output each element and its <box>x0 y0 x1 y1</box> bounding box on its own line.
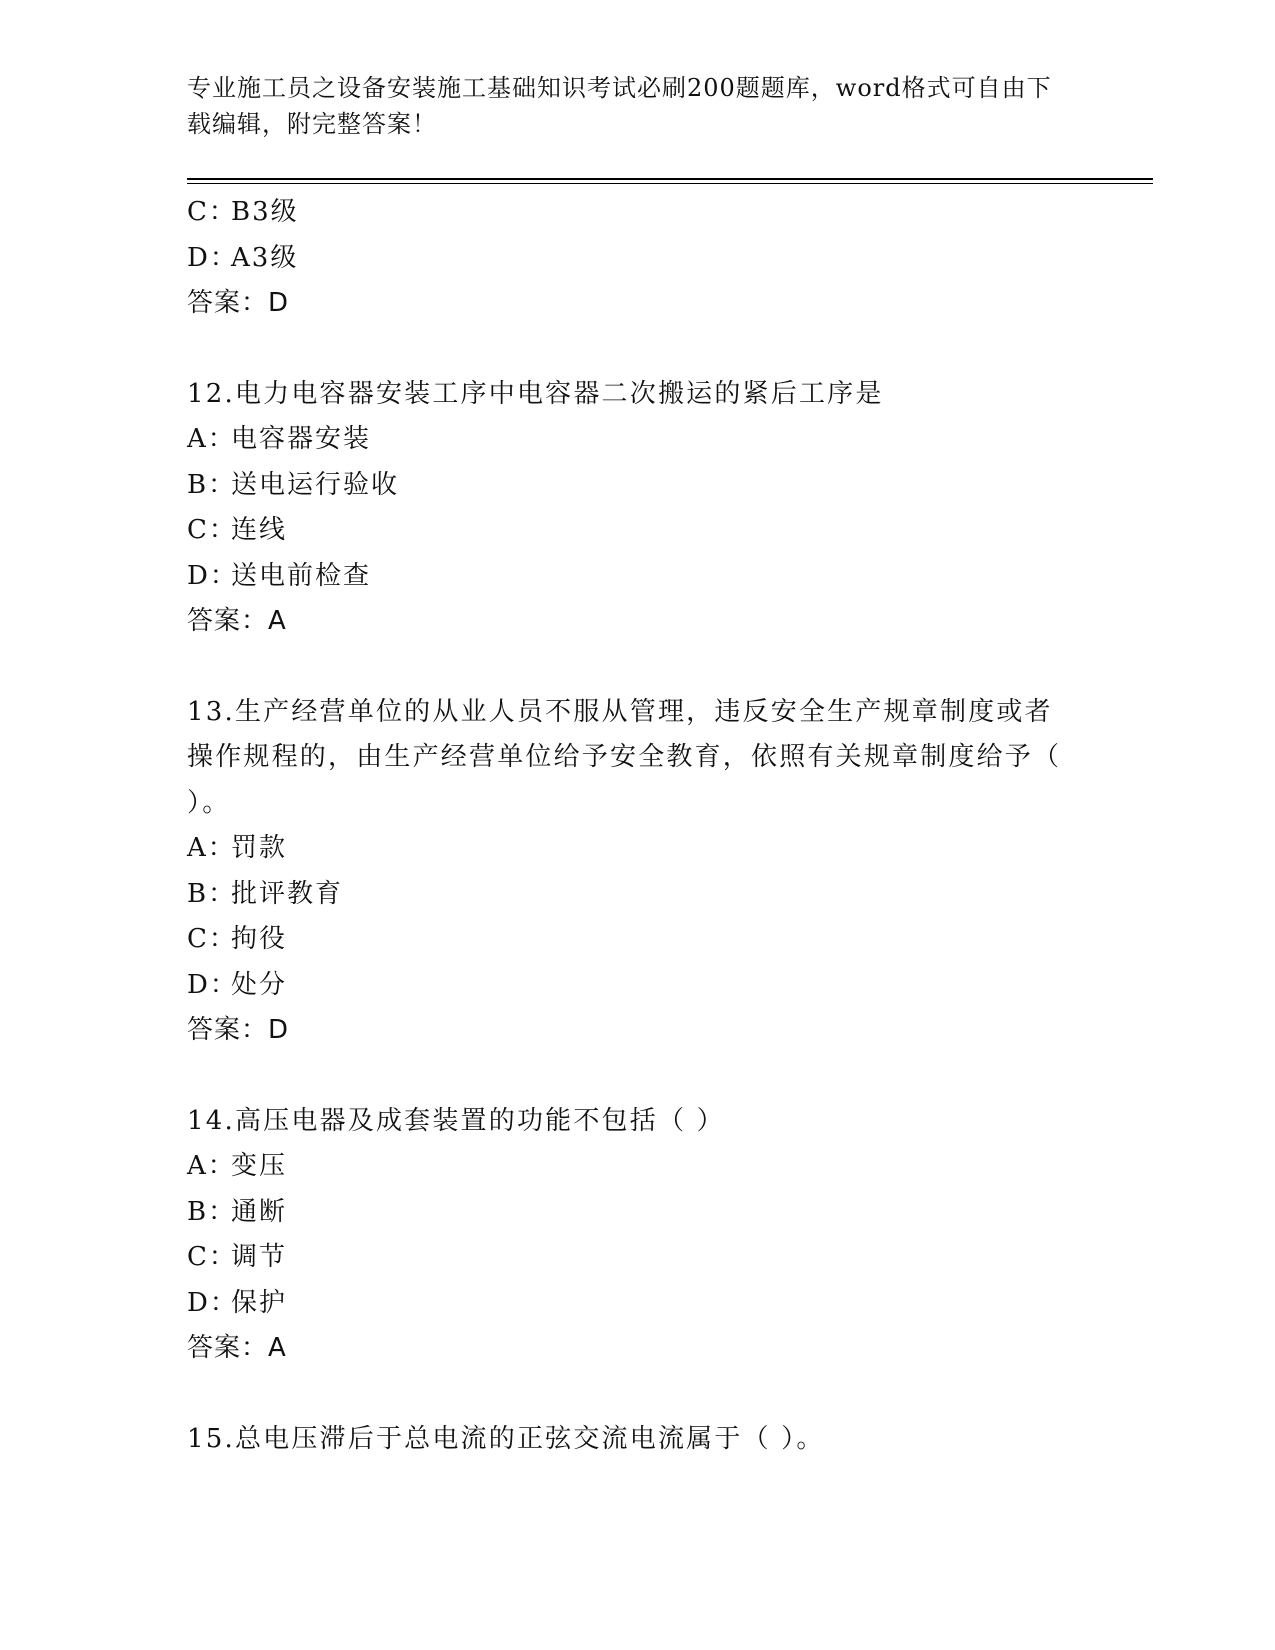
option-key: A： <box>187 1151 236 1181</box>
spacer <box>187 1054 1087 1099</box>
option-key: C： <box>187 1242 237 1272</box>
answer-line: 答案：A <box>187 606 287 636</box>
option-key: C： <box>187 924 237 954</box>
option-a <box>187 826 1087 872</box>
option-text: 变压 <box>231 1151 288 1181</box>
option-c <box>187 1235 1087 1281</box>
option-key: D： <box>187 560 238 591</box>
option-text: 保护 <box>231 1287 288 1318</box>
option-c <box>187 917 1087 963</box>
option-key: D： <box>187 969 238 1000</box>
option-d <box>187 1281 1087 1327</box>
answer-line: 答案：D <box>187 1015 290 1045</box>
option-text: 送电运行验收 <box>231 469 400 500</box>
header-divider-thick <box>187 178 1153 180</box>
question-11-tail <box>187 190 1087 327</box>
option-b <box>187 463 1087 509</box>
question-15 <box>187 1417 1087 1463</box>
answer-line: 答案：D <box>187 288 290 318</box>
spacer <box>187 327 1087 372</box>
option-key: C： <box>187 197 237 227</box>
option-text: 通断 <box>231 1196 288 1227</box>
question-list <box>187 190 1087 1462</box>
option-key: A： <box>187 833 236 863</box>
spacer <box>187 1372 1087 1417</box>
option-key: C： <box>187 515 237 545</box>
option-c <box>187 190 1087 236</box>
option-text: 批评教育 <box>231 878 344 909</box>
option-text: 罚款 <box>231 833 288 863</box>
option-text: 电容器安装 <box>231 424 372 454</box>
option-d <box>187 963 1087 1009</box>
answer-line: 答案：A <box>187 1333 287 1363</box>
question-stem: 12.电力电容器安装工序中电容器二次搬运的紧后工序是 <box>187 378 884 409</box>
document-header: 专业施工员之设备安装施工基础知识考试必刷200题题库，word格式可自由下载编辑，附完整答案！ <box>187 74 1052 138</box>
option-c <box>187 508 1087 554</box>
option-key: D： <box>187 242 238 273</box>
option-b <box>187 1190 1087 1236</box>
option-key: B： <box>187 878 237 909</box>
option-key: B： <box>187 1196 237 1227</box>
option-text: 送电前检查 <box>231 560 372 591</box>
question-stem: 15.总电压滞后于总电流的正弦交流电流属于（ ）。 <box>187 1423 825 1454</box>
question-13 <box>187 690 1087 1054</box>
option-text: 拘役 <box>231 924 288 954</box>
option-d <box>187 236 1087 282</box>
option-a <box>187 1144 1087 1190</box>
question-14 <box>187 1099 1087 1372</box>
spacer <box>187 645 1087 690</box>
question-stem: 14.高压电器及成套装置的功能不包括（ ） <box>187 1105 725 1136</box>
option-key: D： <box>187 1287 238 1318</box>
option-key: B： <box>187 469 237 500</box>
option-a <box>187 417 1087 463</box>
option-text: A3级 <box>231 242 299 273</box>
option-d <box>187 554 1087 600</box>
header-divider-thin <box>187 183 1153 184</box>
option-text: 处分 <box>231 969 288 1000</box>
question-12 <box>187 372 1087 645</box>
option-text: B3级 <box>231 197 299 227</box>
option-key: A： <box>187 424 236 454</box>
option-b <box>187 872 1087 918</box>
question-stem: 13.生产经营单位的从业人员不服从管理，违反安全生产规章制度或者操作规程的，由生产经营单位给予安全教育，依照有关规章制度给予（ ）。 <box>187 696 1062 818</box>
option-text: 调节 <box>231 1242 288 1272</box>
option-text: 连线 <box>231 515 288 545</box>
